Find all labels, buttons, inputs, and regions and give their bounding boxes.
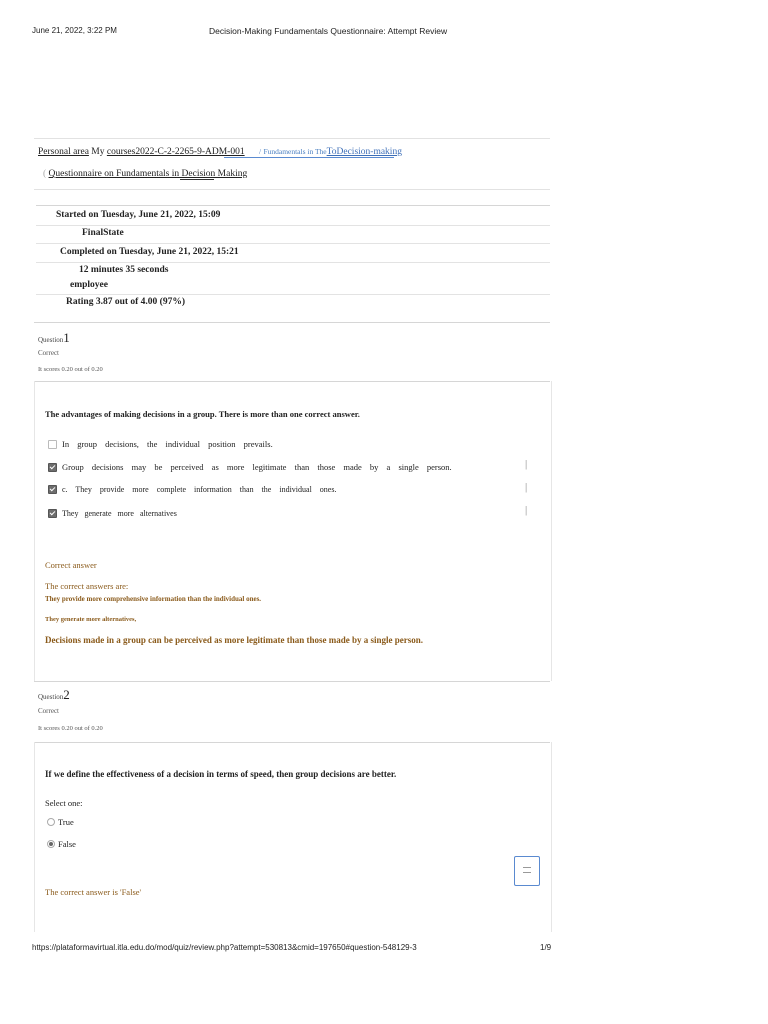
summary-row [36,262,550,295]
breadcrumb-my[interactable]: My [91,147,105,157]
option-label: False [58,839,76,849]
question-2-heading [38,686,70,704]
summary-employee: employee [70,280,108,290]
select-one-label: Select one: [45,798,83,808]
breadcrumb-paren: ( [43,169,47,179]
summary-row [36,294,550,321]
option-label: In group decisions, the individual position prevails. [62,439,273,449]
question-2-text: If we define the effectiveness of a decision in terms of speed, then group decisions are better. [45,769,397,779]
summary-row [36,206,550,226]
breadcrumb-underline [224,157,394,158]
breadcrumb-fundamentals[interactable]: Fundamentals in The [263,147,327,156]
question-number: 2 [63,687,70,702]
menu-icon[interactable] [514,856,540,886]
question-2-info [34,681,550,743]
print-url: https://plataformavirtual.itla.edu.do/mod/quiz/review.php?attempt=530813&cmid=197650#question-548129-3 [32,943,417,952]
radio-button[interactable] [47,818,55,826]
option-true[interactable] [47,817,74,827]
option-label: True [58,817,74,827]
breadcrumb-personal-area[interactable]: Personal area [38,147,89,157]
summary-row [36,225,550,244]
checkbox-checked[interactable] [48,485,57,494]
attempt-summary [36,205,550,323]
feedback-title: Correct answer [45,560,97,570]
summary-rating: Rating 3.87 out of 4.00 (97%) [66,297,186,307]
question-label: Question [38,693,64,701]
summary-row [36,243,550,263]
correct-mark-icon: | [525,481,528,493]
correct-mark-icon: | [525,504,528,516]
question-1-heading [38,329,70,347]
print-page-number: 1/9 [540,943,552,952]
option-3[interactable] [48,485,336,495]
breadcrumb-decision-making[interactable]: ToDecision-making [326,147,402,157]
question-state: Correct [38,349,59,357]
checkbox[interactable] [48,440,57,449]
question-number: 1 [63,330,70,345]
correct-mark-icon: | [525,458,528,470]
menu-line [523,872,531,873]
option-1[interactable] [48,439,273,450]
summary-started: Started on Tuesday, June 21, 2022, 15:09 [56,210,221,220]
question-mark: It scores 0.20 out of 0.20 [38,725,103,732]
feedback-answer: They provide more comprehensive information than the individual ones. [45,595,262,603]
print-title: Decision-Making Fundamentals Questionnaire: Attempt Review [209,26,448,36]
print-date: June 21, 2022, 3:22 PM [32,26,117,35]
menu-line [523,867,531,868]
breadcrumb-course[interactable]: courses2022-C-2-2265-9-ADM-001 [106,147,245,157]
breadcrumb-questionnaire[interactable]: Questionnaire on Fundamentals in Decision Making [48,169,248,179]
option-2[interactable] [48,462,452,473]
summary-state: FinalState [82,228,124,238]
feedback-answer: Decisions made in a group can be perceived as more legitimate than those made by a single person. [45,635,423,645]
breadcrumb-line-2 [43,169,247,179]
question-1-text: The advantages of making decisions in a group. There is more than one correct answer. [45,409,360,419]
feedback-subtitle: The correct answers are: [45,581,129,591]
question-label: Question [38,336,64,344]
breadcrumb [34,138,550,190]
summary-completed: Completed on Tuesday, June 21, 2022, 15:21 [60,247,239,257]
option-label: Group decisions may be perceived as more legitimate than those made by a single person. [62,462,452,472]
breadcrumb-separator: / [258,147,262,156]
question-1-info [34,322,550,382]
radio-button-selected[interactable] [47,840,55,848]
option-false[interactable] [47,839,76,849]
option-label: They generate more alternatives [62,509,177,518]
breadcrumb-line [38,147,402,157]
breadcrumb-underline-2 [180,179,214,180]
option-4[interactable] [48,509,177,519]
checkbox-checked[interactable] [48,463,57,472]
question-mark: It scores 0.20 out of 0.20 [38,366,103,373]
feedback-answer: The correct answer is 'False' [45,887,142,897]
checkbox-checked[interactable] [48,509,57,518]
question-state: Correct [38,707,59,715]
option-label: c. They provide more complete information than the individual ones. [62,485,337,494]
summary-duration: 12 minutes 35 seconds [79,265,169,275]
feedback-answer: They generate more alternatives, [45,616,137,623]
